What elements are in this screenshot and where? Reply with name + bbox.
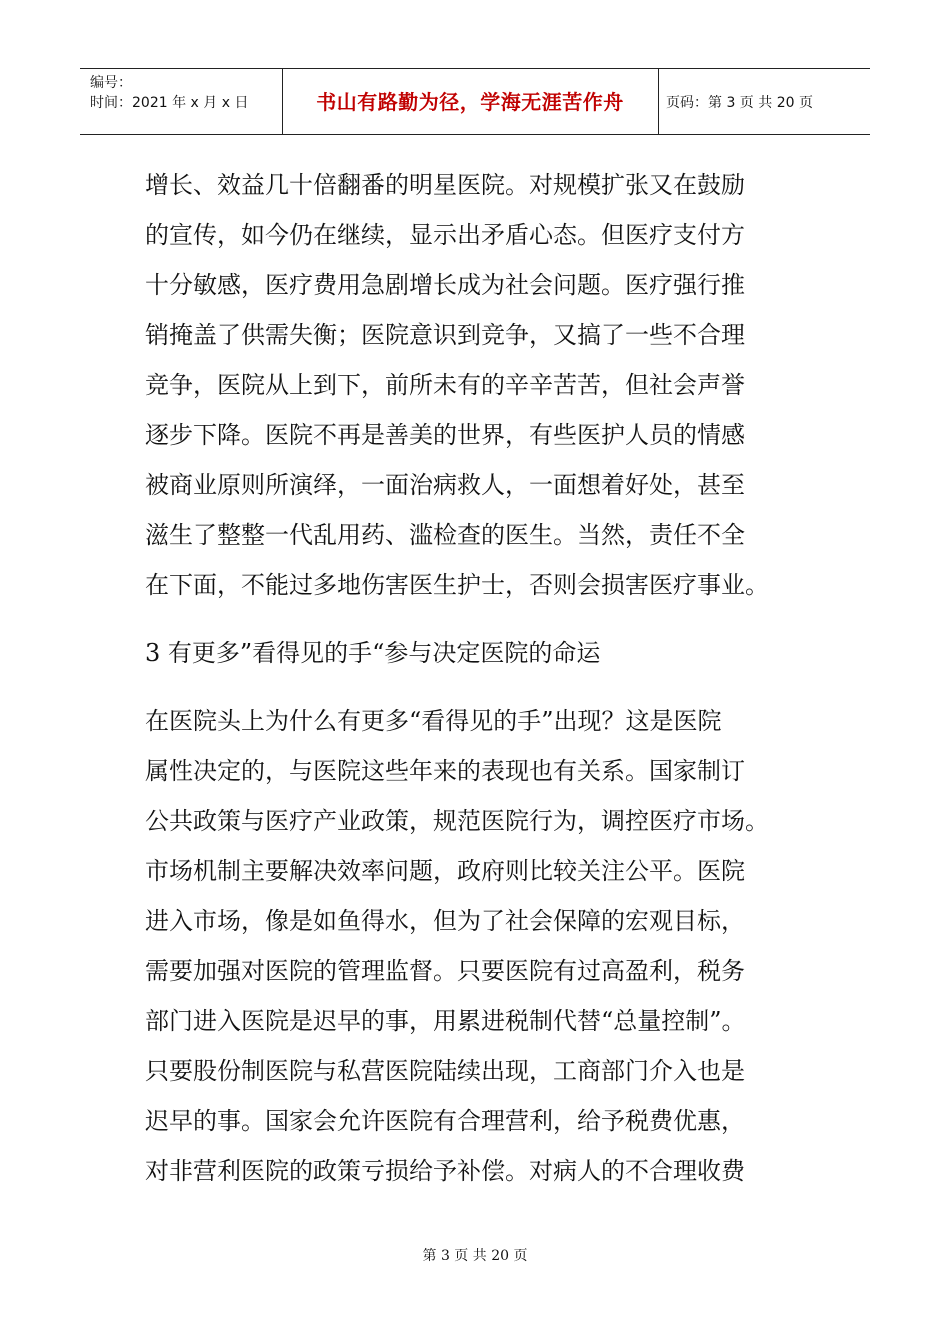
header-page-info: 页码：第 3 页 共 20 页 xyxy=(666,95,813,111)
paragraph-line: 十分敏感，医疗费用急剧增长成为社会问题。医疗强行推 xyxy=(145,271,745,299)
document-body xyxy=(145,160,805,1196)
paragraph-2 xyxy=(145,696,805,1196)
paragraph-line: 属性决定的，与医院这些年来的表现也有关系。国家制订 xyxy=(145,757,745,785)
paragraph-line: 市场机制主要解决效率问题，政府则比较关注公平。医院 xyxy=(145,857,745,885)
paragraph-line: 在医院头上为什么有更多“看得见的手”出现？这是医院 xyxy=(145,707,722,735)
paragraph-line: 部门进入医院是迟早的事，用累进税制代替“总量控制”。 xyxy=(145,1007,746,1035)
paragraph-line: 公共政策与医疗产业政策，规范医院行为，调控医疗市场。 xyxy=(145,807,769,835)
page-footer: 第 3 页 共 20 页 xyxy=(422,1248,528,1264)
header-motto: 书山有路勤为径，学海无涯苦作舟 xyxy=(316,90,624,114)
header-time-label: 时间：2021 年 x 月 x 日 xyxy=(90,95,249,111)
header-number-label: 编号： xyxy=(90,75,132,91)
paragraph-line: 销掩盖了供需失衡；医院意识到竞争，又搞了一些不合理 xyxy=(145,321,745,349)
paragraph-line: 在下面，不能过多地伤害医生护士，否则会损害医疗事业。 xyxy=(145,571,769,599)
paragraph-line: 逐步下降。医院不再是善美的世界，有些医护人员的情感 xyxy=(145,421,745,449)
paragraph-line: 进入市场，像是如鱼得水，但为了社会保障的宏观目标， xyxy=(145,907,745,935)
paragraph-line: 对非营利医院的政策亏损给予补偿。对病人的不合理收费 xyxy=(145,1157,745,1185)
page-header xyxy=(80,68,870,135)
paragraph-line: 滋生了整整一代乱用药、滥检查的医生。当然，责任不全 xyxy=(145,521,745,549)
paragraph-line: 只要股份制医院与私营医院陆续出现，工商部门介入也是 xyxy=(145,1057,745,1085)
paragraph-line: 被商业原则所演绎，一面治病救人，一面想着好处，甚至 xyxy=(145,471,745,499)
paragraph-line: 的宣传，如今仍在继续，显示出矛盾心态。但医疗支付方 xyxy=(145,221,745,249)
paragraph-1 xyxy=(145,160,805,610)
header-divider-right xyxy=(658,69,659,134)
paragraph-line: 竞争，医院从上到下，前所未有的辛辛苦苦，但社会声誉 xyxy=(145,371,745,399)
paragraph-line: 需要加强对医院的管理监督。只要医院有过高盈利，税务 xyxy=(145,957,745,985)
paragraph-line: 迟早的事。国家会允许医院有合理营利，给予税费优惠， xyxy=(145,1107,745,1135)
paragraph-line: 增长、效益几十倍翻番的明星医院。对规模扩张又在鼓励 xyxy=(145,171,745,199)
header-meta xyxy=(90,73,248,113)
section-heading: 3 有更多”看得见的手“参与决定医院的命运 xyxy=(145,639,601,667)
